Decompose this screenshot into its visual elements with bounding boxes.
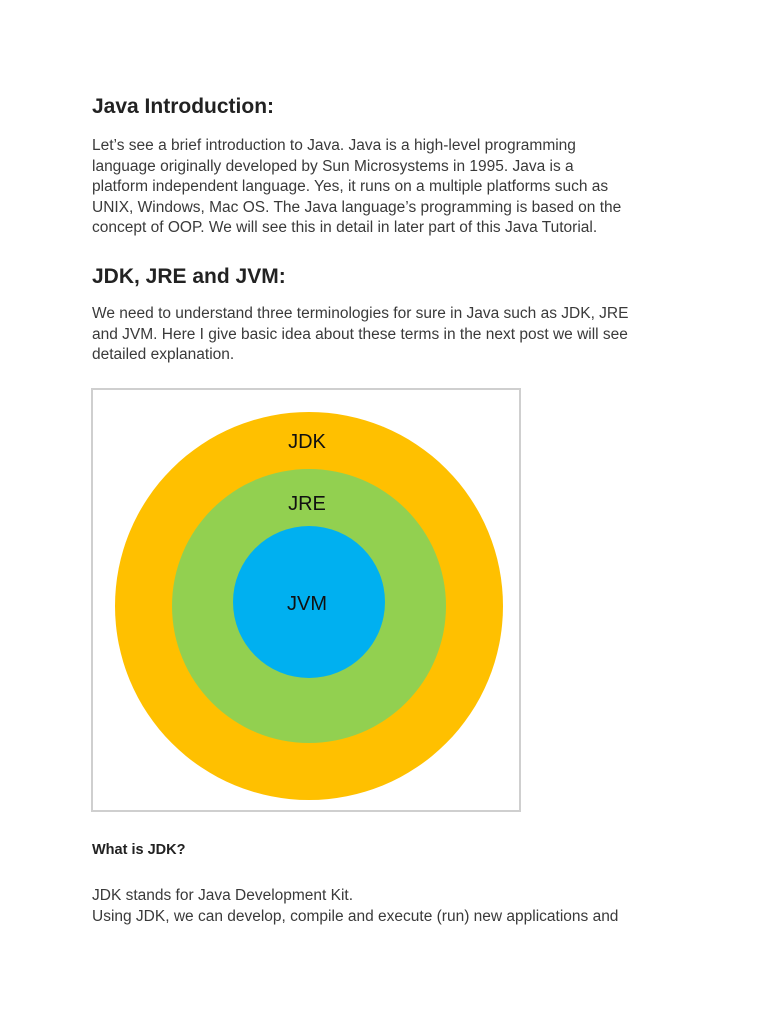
text-line: JDK stands for Java Development Kit. [92,887,354,904]
text-line: language originally developed by Sun Microsystems in 1995. Java is a [92,157,574,175]
heading-jdk-jre-jvm: JDK, JRE and JVM: [92,265,286,288]
jdk-label: JDK [288,431,326,453]
jvm-label: JVM [287,593,327,615]
text-line: platform independent language. Yes, it runs on a multiple platforms such as [92,178,609,195]
paragraph-what-is-jdk [92,886,692,927]
jre-label: JRE [288,493,326,515]
text-line: Let’s see a brief introduction to Java. Java is a high-level programming [92,137,576,154]
text-line: concept of OOP. We will see this in detail in later part of this Java Tutorial. [92,219,598,236]
heading-what-is-jdk: What is JDK? [92,842,186,858]
text-line: We need to understand three terminologies for sure in Java such as JDK, JRE [92,305,629,322]
text-line: detailed explanation. [92,346,235,363]
diagram-svg [93,390,519,810]
text-line: UNIX, Windows, Mac OS. The Java language’s programming is based on the [92,198,622,216]
heading-java-introduction: Java Introduction: [92,95,275,118]
paragraph-java-introduction [92,136,692,239]
paragraph-jdk-jre-jvm [92,304,692,366]
jdk-jre-jvm-diagram [91,388,521,812]
text-line: and JVM. Here I give basic idea about these terms in the next post we will see [92,325,628,343]
text-line: Using JDK, we can develop, compile and execute (run) new applications and [92,907,619,925]
